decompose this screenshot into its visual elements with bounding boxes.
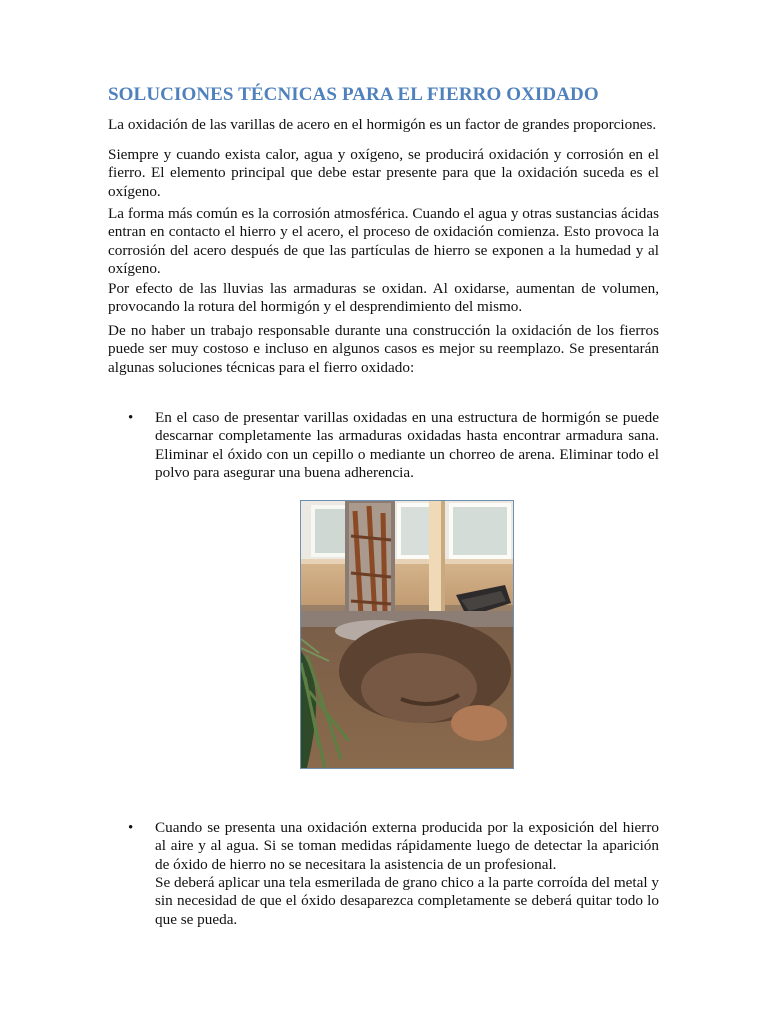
- bullet-1-text: En el caso de presentar varillas oxidadas en una estructura de hormigón se puede descarnar completamente las armaduras oxidadas hasta encontrar armadura sana. Eliminar el óxido con un cepillo o mediante un chorreo de arena. Eliminar todo el polvo para asegurar una buena adherencia.: [155, 409, 659, 482]
- paragraph-1: La oxidación de las varillas de acero en el hormigón es un factor de grandes proporciones.: [108, 116, 657, 133]
- paragraph-3: La forma más común es la corrosión atmosférica. Cuando el agua y otras sustancias ácidas entran en contacto el hierro y el acero, el proceso de oxidación comienza. Esto provoca la corrosión del acero después de que las partículas de hierro se exponen a la humedad y al oxígeno.: [108, 205, 659, 278]
- rusted-column-photo: [300, 500, 514, 769]
- bullet-2-text-2: Se deberá aplicar una tela esmerilada de grano chico a la parte corroída del metal y sin necesidad de que el óxido desaparezca completamente se deberá quitar todo lo que se pueda.: [155, 874, 659, 928]
- photo-illustration: [301, 501, 513, 768]
- bullet-icon: •: [128, 820, 134, 836]
- document-title: SOLUCIONES TÉCNICAS PARA EL FIERRO OXIDADO: [108, 84, 599, 105]
- bullet-icon: •: [128, 410, 134, 426]
- paragraph-4: Por efecto de las lluvias las armaduras se oxidan. Al oxidarse, aumentan de volumen, provocando la rotura del hormigón y el desprendimiento del mismo.: [108, 280, 659, 316]
- paragraph-2: Siempre y cuando exista calor, agua y oxígeno, se producirá oxidación y corrosión en el fierro. El elemento principal que debe estar presente para que la oxidación suceda es el oxígeno.: [108, 146, 659, 200]
- bullet-2-text-1: Cuando se presenta una oxidación externa producida por la exposición del hierro al aire y al agua. Si se toman medidas rápidamente luego de detectar la aparición de óxido de hierro no se necesitara la asistencia de un profesional.: [155, 819, 659, 873]
- paragraph-5: De no haber un trabajo responsable durante una construcción la oxidación de los fierros puede ser muy costoso e incluso en algunos casos es mejor su reemplazo. Se presentarán algunas soluciones técnicas para el fierro oxidado:: [108, 322, 659, 376]
